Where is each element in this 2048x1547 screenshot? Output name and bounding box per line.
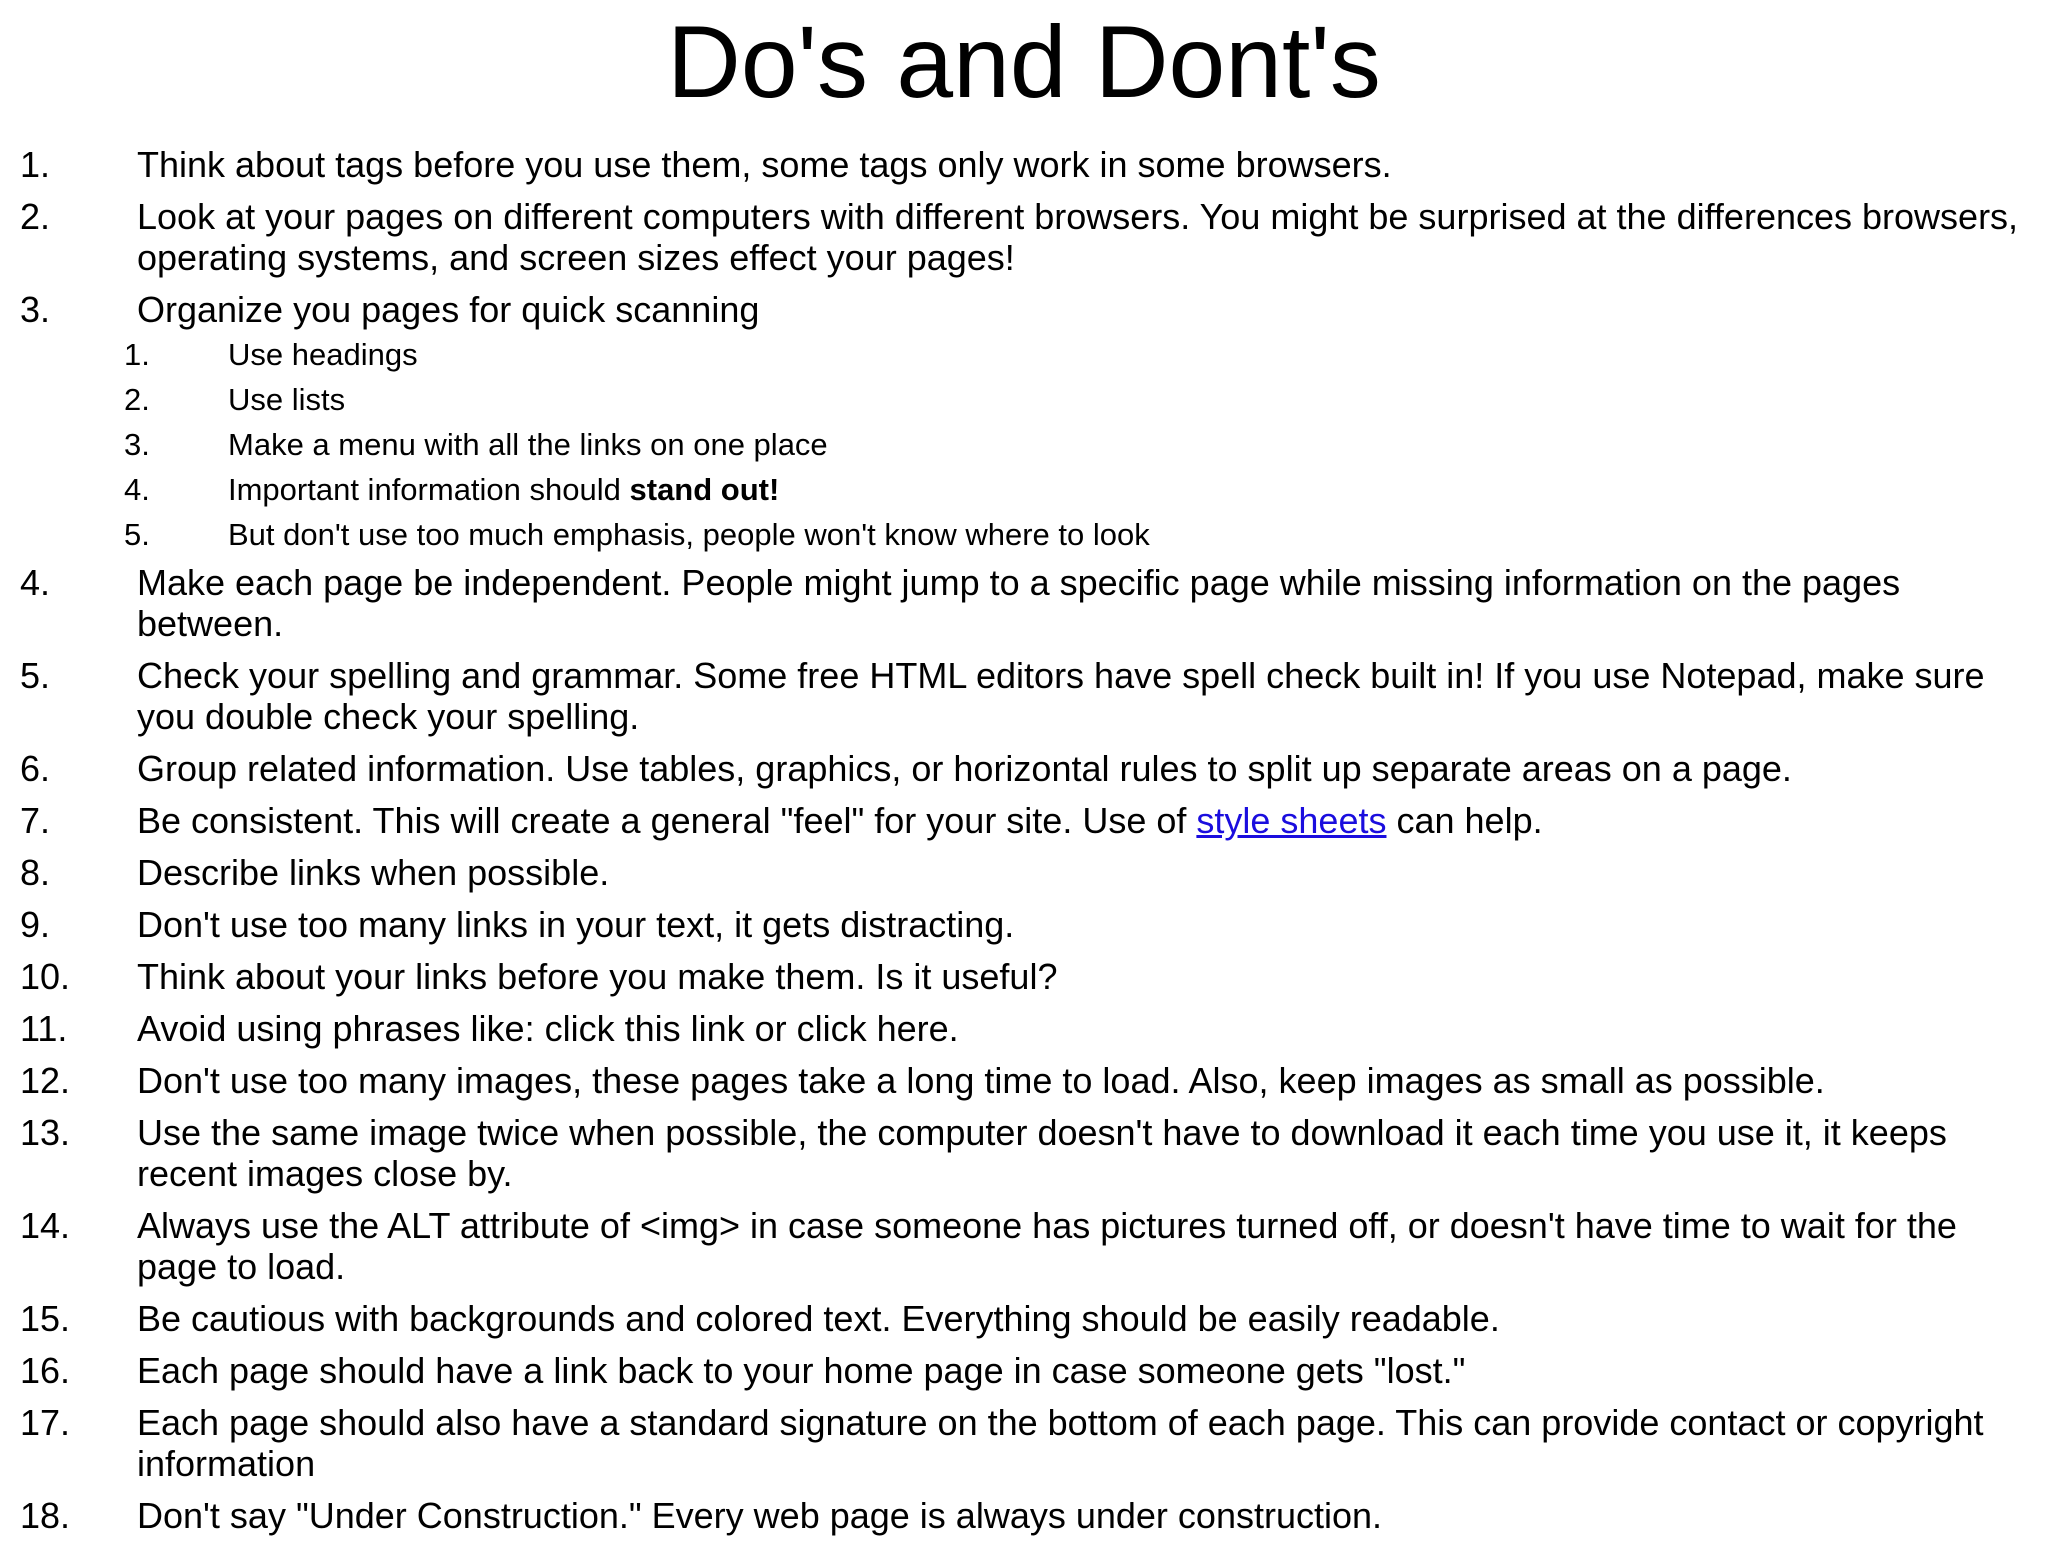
item-number: 9.	[20, 904, 51, 945]
sub-item-number: 3.	[124, 427, 150, 462]
item-text: Each page should also have a standard signature on the bottom of each page. This can provide contact or copyright information	[137, 1402, 1984, 1484]
list-item	[20, 748, 2040, 789]
sub-item-number: 4.	[124, 472, 150, 507]
sub-list-item	[20, 382, 2040, 418]
item-text: Think about tags before you use them, some tags only work in some browsers.	[137, 144, 1392, 185]
item-text: Make each page be independent. People might jump to a specific page while missing information on the pages between.	[137, 562, 1901, 644]
sub-item-text	[228, 472, 2040, 508]
style-sheets-link[interactable]: style sheets	[1196, 800, 1387, 841]
sub-list-item	[20, 337, 2040, 373]
list-item	[20, 562, 2040, 644]
item-text: Organize you pages for quick scanning	[137, 289, 760, 330]
item-text: Always use the ALT attribute of <img> in case someone has pictures turned off, or doesn't have time to wait for the page to load.	[137, 1205, 1957, 1287]
item-number: 1.	[20, 144, 51, 185]
item-number: 14.	[20, 1205, 71, 1246]
list-item	[20, 1112, 2040, 1194]
dos-and-donts-list	[20, 144, 2040, 1547]
item-text-after-link: can help.	[1386, 800, 1543, 841]
sub-list-item	[20, 517, 2040, 553]
item-number: 18.	[20, 1495, 71, 1536]
item-number: 4.	[20, 562, 51, 603]
item-text: Look at your pages on different computers with different browsers. You might be surprised at the differences browsers, operating systems, and screen sizes effect your pages!	[137, 196, 2019, 278]
item-text: Use the same image twice when possible, the computer doesn't have to download it each time you use it, it keeps recent images close by.	[137, 1112, 1947, 1194]
item-number: 17.	[20, 1402, 71, 1443]
item-number: 6.	[20, 748, 51, 789]
sub-item-number: 2.	[124, 382, 150, 417]
item-text: Describe links when possible.	[137, 852, 610, 893]
item-number: 8.	[20, 852, 51, 893]
sub-list-item	[20, 472, 2040, 508]
emphasized-text: stand out!	[629, 472, 780, 507]
list-item	[20, 1008, 2040, 1049]
list-item	[20, 1350, 2040, 1391]
list-item	[20, 1060, 2040, 1101]
item-text-before-link: Be consistent. This will create a general "feel" for your site. Use of	[137, 800, 1197, 841]
item-text: Each page should have a link back to your home page in case someone gets "lost."	[137, 1350, 1466, 1391]
item-number: 15.	[20, 1298, 71, 1339]
list-item	[20, 1298, 2040, 1339]
item-text: Group related information. Use tables, graphics, or horizontal rules to split up separate areas on a page.	[137, 748, 1792, 789]
sub-item-text: Use lists	[228, 382, 346, 417]
item-number: 16.	[20, 1350, 71, 1391]
item-text	[137, 800, 2040, 841]
sub-item-text-plain: Important information should	[228, 472, 630, 507]
item-text: Avoid using phrases like: click this link or click here.	[137, 1008, 959, 1049]
list-item	[20, 852, 2040, 893]
item-number: 11.	[20, 1008, 68, 1049]
item-number: 10.	[20, 956, 71, 997]
sub-item-text: Make a menu with all the links on one place	[228, 427, 828, 462]
item-text: Don't use too many images, these pages take a long time to load. Also, keep images as small as possible.	[137, 1060, 1825, 1101]
list-item	[20, 956, 2040, 997]
sub-item-text: But don't use too much emphasis, people won't know where to look	[228, 517, 1150, 552]
item-number: 5.	[20, 655, 51, 696]
sub-item-number: 5.	[124, 517, 150, 552]
list-item	[20, 655, 2040, 737]
list-item	[20, 904, 2040, 945]
list-item	[20, 1402, 2040, 1484]
item-number: 13.	[20, 1112, 71, 1153]
sub-item-text: Use headings	[228, 337, 418, 372]
item-number: 7.	[20, 800, 51, 841]
item-number: 12.	[20, 1060, 71, 1101]
item-text: Be cautious with backgrounds and colored text. Everything should be easily readable.	[137, 1298, 1500, 1339]
sub-list-item	[20, 427, 2040, 463]
item-text: Don't use too many links in your text, it gets distracting.	[137, 904, 1015, 945]
sub-item-number: 1.	[124, 337, 150, 372]
item-number: 2.	[20, 196, 51, 237]
item-number: 3.	[20, 289, 51, 330]
list-item	[20, 144, 2040, 185]
page-title: Do's and Dont's	[667, 5, 1381, 119]
sub-list	[20, 337, 2040, 553]
list-item	[20, 800, 2040, 841]
sub-list-container	[20, 337, 2040, 553]
item-text: Don't say "Under Construction." Every web page is always under construction.	[137, 1495, 1383, 1536]
list-item	[20, 1495, 2040, 1536]
item-text: Think about your links before you make them. Is it useful?	[137, 956, 1058, 997]
list-item	[20, 1205, 2040, 1287]
list-item	[20, 289, 2040, 330]
item-text: Check your spelling and grammar. Some free HTML editors have spell check built in! If you use Notepad, make sure you double check your spelling.	[137, 655, 1985, 737]
list-item	[20, 196, 2040, 278]
